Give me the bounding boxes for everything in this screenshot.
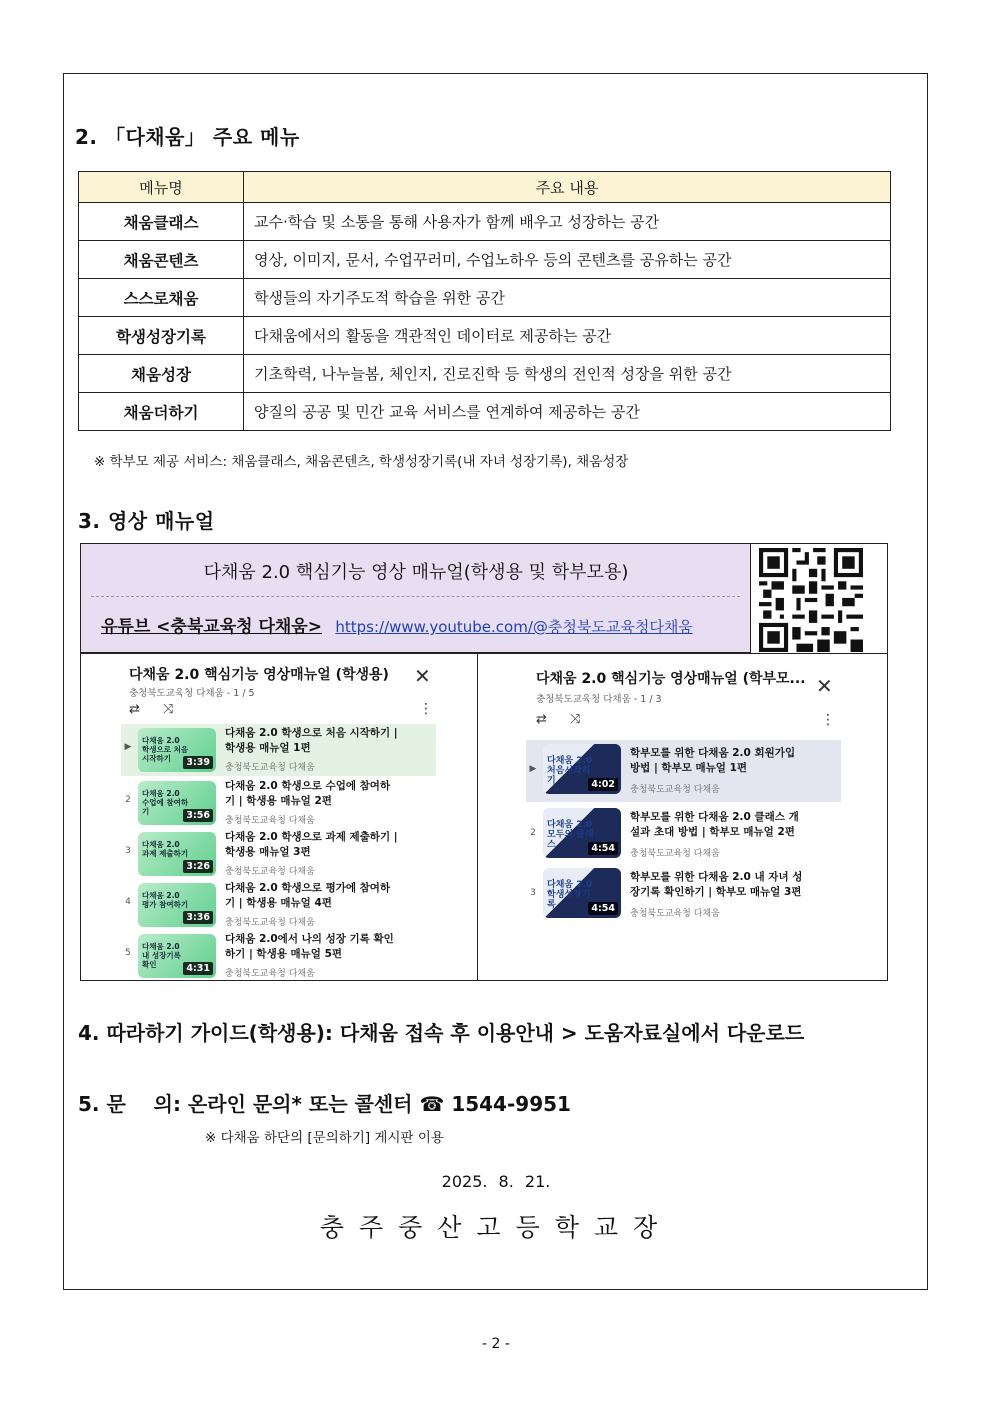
video-index: 3 [125,846,131,856]
qr-code-icon [759,548,863,652]
video-duration: 4:54 [588,842,618,855]
video-duration: 4:31 [183,962,213,975]
video-title-line: 학부모를 위한 다채움 2.0 내 자녀 성 [630,871,803,883]
video-title [225,881,390,911]
video-title [630,870,802,900]
playlist-item[interactable] [121,879,436,931]
youtube-label: 유튜브 <충북교육청 다채움> [101,617,322,637]
menu-desc: 영상, 이미지, 문서, 수업꾸러미, 수업노하우 등의 콘텐츠를 공유하는 공간 [244,241,891,279]
menu-name: 학생성장기록 [79,317,244,355]
playlist-item[interactable] [121,724,436,776]
col-menu-header: 메뉴명 [79,172,244,203]
page-number: - 2 - [482,1336,510,1352]
menu-name: 채움클래스 [79,203,244,241]
playlist-item[interactable] [526,804,841,864]
menu-name: 스스로채움 [79,279,244,317]
video-title-line: 다채움 2.0 학생으로 평가에 참여하 [225,882,391,894]
video-title [630,810,799,840]
video-duration: 3:39 [183,756,213,769]
document-date: 2025. 8. 21. [441,1172,551,1191]
playlist-subtitle: 충청북도교육청 다채움 - 1 / 3 [536,694,662,705]
thumbnail-text: 다채움 2.0 과제 제출하기 [142,840,189,858]
video-title-line: 학부모를 위한 다채움 2.0 클래스 개 [630,811,799,823]
thumbnail-text: 다채움 2.0 학생으로 처음 시작하기 [142,736,189,763]
table-row [79,203,891,241]
video-channel: 충청북도교육청 다채움 [225,867,315,877]
video-index: 5 [125,948,131,958]
menu-desc: 기초학력, 나누늘봄, 체인지, 진로진학 등 학생의 전인적 성장을 위한 공간 [244,355,891,393]
parent-service-note: ※ 학부모 제공 서비스: 채움클래스, 채움콘텐츠, 학생성장기록(내 자녀 성장기록), 채움성장 [94,454,629,470]
video-manual-header [81,544,751,653]
shuffle-icon[interactable]: ⤨ [570,712,581,727]
youtube-link[interactable]: https://www.youtube.com/@충청북도교육청다채움 [335,618,693,636]
video-channel: 충청북도교육청 다채움 [225,816,315,826]
video-manual-title: 다채움 2.0 핵심기능 영상 매뉴얼(학생용 및 학부모용) [203,562,629,583]
video-channel: 충청북도교육청 다채움 [225,763,315,773]
menu-name: 채움콘텐츠 [79,241,244,279]
video-duration: 4:02 [588,778,618,791]
shuffle-icon[interactable]: ⤨ [163,702,174,717]
video-duration: 4:54 [588,902,618,915]
table-row [79,317,891,355]
video-title-line: 학부모를 위한 다채움 2.0 회원가입 [630,747,796,759]
video-manual-box [80,543,888,981]
video-index: 2 [125,795,131,805]
section5-contact: 5. 문 의: 온라인 문의* 또는 콜센터 ☎ 1544-9951 [78,1092,571,1116]
parent-playlist-panel [478,654,887,980]
table-row [79,279,891,317]
playlist-item[interactable] [121,930,436,980]
video-title-line: 학생용 매뉴얼 3편 [225,846,311,858]
youtube-line [101,612,693,637]
playlist-item[interactable] [121,777,436,829]
inquiry-note: ※ 다채움 하단의 [문의하기] 게시판 이용 [205,1130,444,1146]
video-title [225,932,394,962]
video-thumbnail [138,883,216,927]
video-title [225,779,390,809]
video-index: ▶ [529,764,537,774]
video-thumbnail [543,744,621,794]
video-title-line: 학생용 매뉴얼 1편 [225,742,311,754]
video-thumbnail [138,728,216,772]
menu-desc: 교수·학습 및 소통을 통해 사용자가 함께 배우고 성장하는 공간 [244,203,891,241]
menu-name: 채움성장 [79,355,244,393]
playlist-title: 다채움 2.0 핵심기능 영상매뉴얼 (학생용) [129,667,389,683]
playlist-title: 다채움 2.0 핵심기능 영상매뉴얼 (학부모... [536,671,806,687]
video-channel: 충청북도교육청 다채움 [630,785,720,795]
video-title-line: 방법 | 학부모 매뉴얼 1편 [630,762,748,774]
playlist-item[interactable] [526,864,841,924]
loop-icon[interactable]: ⇄ [129,702,140,717]
video-title [630,746,795,776]
video-title [225,726,398,756]
video-title-line: 다채움 2.0에서 나의 성장 기록 확인 [225,933,394,945]
menu-desc: 학생들의 자기주도적 학습을 위한 공간 [244,279,891,317]
video-title-line: 기 | 학생용 매뉴얼 2편 [225,795,332,807]
video-title-line: 다채움 2.0 학생으로 과제 제출하기 | [225,831,398,843]
video-channel: 충청북도교육청 다채움 [225,918,315,928]
video-title-line: 설과 초대 방법 | 학부모 매뉴얼 2편 [630,826,795,838]
table-row [79,241,891,279]
video-channel: 충청북도교육청 다채움 [225,969,315,979]
menu-desc: 양질의 공공 및 민간 교육 서비스를 연계하여 제공하는 공간 [244,393,891,431]
menu-desc: 다채움에서의 활동을 객관적인 데이터로 제공하는 공간 [244,317,891,355]
thumbnail-text: 다채움 2.0 처음시작하기 [547,756,593,786]
playlist-item[interactable] [526,740,841,802]
video-index: 4 [125,897,131,907]
section2-heading: 2. 「다채움」 주요 메뉴 [75,125,300,149]
col-content-header: 주요 내용 [244,172,891,203]
thumbnail-text: 다채움 2.0 학생성장기록 [547,880,593,910]
loop-icon[interactable]: ⇄ [536,712,547,727]
more-options-icon[interactable]: ⋮ [821,712,835,728]
video-index: ▶ [124,742,132,752]
thumbnail-text: 다채움 2.0 수업에 참여하기 [142,789,189,816]
video-title [225,830,398,860]
video-channel: 충청북도교육청 다채움 [630,849,720,859]
menu-name: 채움더하기 [79,393,244,431]
thumbnail-text: 다채움 2.0 내 성장기록 확인 [142,942,181,969]
video-duration: 3:56 [183,809,213,822]
video-title-line: 기 | 학생용 매뉴얼 4편 [225,897,332,909]
video-title-line: 다채움 2.0 학생으로 처음 시작하기 | [225,727,398,739]
video-thumbnail [543,808,621,858]
playlist-item[interactable] [121,828,436,880]
playlist-subtitle: 충청북도교육청 다채움 - 1 / 5 [129,688,255,699]
video-title-line: 다채움 2.0 학생으로 수업에 참여하 [225,780,391,792]
table-row [79,393,891,431]
close-icon[interactable]: ✕ [414,664,431,688]
video-thumbnail [138,934,216,978]
close-icon[interactable]: ✕ [816,674,833,698]
more-options-icon[interactable]: ⋮ [419,701,433,717]
section3-heading: 3. 영상 매뉴얼 [78,509,215,533]
table-row [79,355,891,393]
divider [91,596,740,597]
thumbnail-text: 다채움 2.0 모두의 클래스 [547,820,594,850]
video-channel: 충청북도교육청 다채움 [630,909,720,919]
school-signature: 충주중산고등학교장 [319,1213,673,1242]
menu-table [78,171,891,431]
thumbnail-text: 다채움 2.0 평가 참여하기 [142,891,189,909]
video-thumbnail [543,868,621,918]
video-duration: 3:26 [183,860,213,873]
video-thumbnail [138,832,216,876]
video-index: 3 [530,888,536,898]
video-index: 2 [530,828,536,838]
video-thumbnail [138,781,216,825]
video-title-line: 장기록 확인하기 | 학부모 매뉴얼 3편 [630,886,802,898]
video-title-line: 하기 | 학생용 매뉴얼 5편 [225,948,343,960]
student-playlist-panel [81,654,478,980]
section4-guide: 4. 따라하기 가이드(학생용): 다채움 접속 후 이용안내 > 도움자료실에서 다운로드 [78,1021,805,1045]
video-duration: 3:36 [183,911,213,924]
